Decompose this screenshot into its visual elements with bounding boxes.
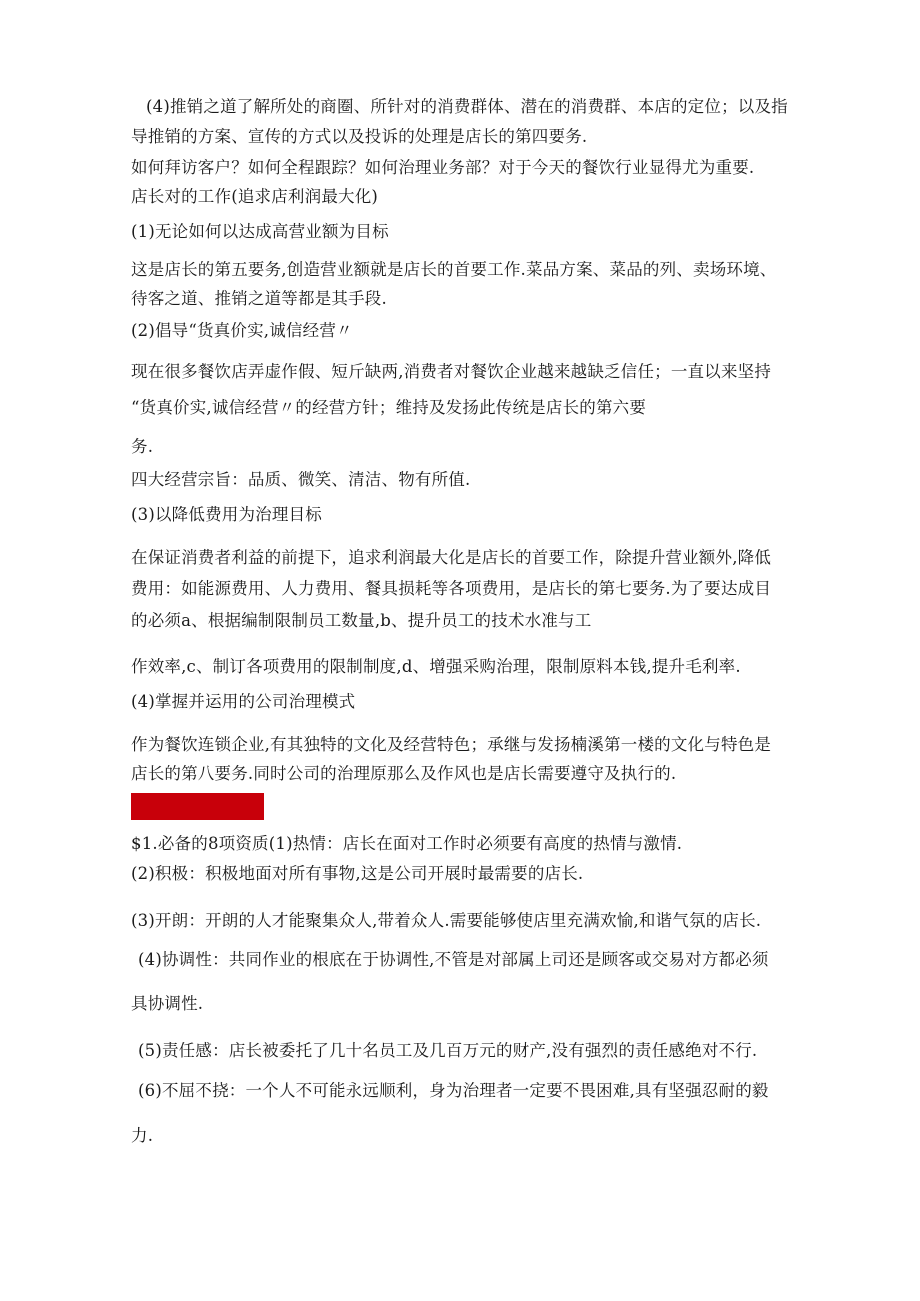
text-line: 的必须a、根据编制限制员工数量,b、提升员工的技术水准与工 bbox=[131, 611, 592, 630]
text-line: 在保证消费者利益的前提下，追求利润最大化是店长的首要工作，除提升营业额外,降低 bbox=[131, 548, 772, 567]
text-line: 务. bbox=[131, 437, 154, 456]
text-line: 店长对的工作(追求店利润最大化) bbox=[131, 187, 379, 206]
redacted-block bbox=[131, 793, 264, 820]
text-line: 现在很多餐饮店弄虚作假、短斤缺两,消费者对餐饮企业越来越缺乏信任；一直以来坚持 bbox=[131, 362, 772, 381]
text-line: 四大经营宗旨：品质、微笑、清洁、物有所值. bbox=[131, 470, 471, 489]
text-line: 待客之道、推销之道等都是其手段. bbox=[131, 289, 387, 308]
text-line: (4)掌握并运用的公司治理模式 bbox=[131, 692, 356, 711]
text-line: 作为餐饮连锁企业,有其独特的文化及经营特色；承继与发扬楠溪第一楼的文化与特色是 bbox=[131, 735, 772, 754]
text-line: (2)积极：积极地面对所有事物,这是公司开展时最需要的店长. bbox=[131, 864, 584, 883]
text-line: (5)责任感：店长被委托了几十名员工及几百万元的财产,没有强烈的责任感绝对不行. bbox=[138, 1041, 758, 1060]
text-line: $1.必备的8项资质(1)热情：店长在面对工作时必须要有高度的热情与激情. bbox=[131, 834, 683, 853]
text-line: 具协调性. bbox=[131, 994, 204, 1013]
text-line: 力. bbox=[131, 1126, 154, 1145]
text-line: (4)协调性：共同作业的根底在于协调性,不管是对部属上司还是顾客或交易对方都必须 bbox=[138, 950, 769, 969]
text-line: 费用：如能源费用、人力费用、餐具损耗等各项费用，是店长的第七要务.为了要达成目 bbox=[131, 579, 772, 598]
text-line: 导推销的方案、宣传的方式以及投诉的处理是店长的第四要务. bbox=[131, 127, 588, 146]
text-line: (1)无论如何以达成高营业额为目标 bbox=[131, 222, 389, 241]
text-line: (2)倡导“货真价实,诚信经营〃 bbox=[131, 321, 353, 340]
text-line: (3)开朗：开朗的人才能聚集众人,带着众人.需要能够使店里充满欢愉,和谐气氛的店长. bbox=[131, 911, 762, 930]
text-line: 店长的第八要务.同时公司的治理原那么及作风也是店长需要遵守及执行的. bbox=[131, 764, 677, 783]
text-line: 如何拜访客户？如何全程跟踪？如何治理业务部？对于今天的餐饮行业显得尤为重要. bbox=[131, 158, 755, 177]
text-line: (3)以降低费用为治理目标 bbox=[131, 505, 322, 524]
text-line: (4)推销之道了解所处的商圈、所针对的消费群体、潜在的消费群、本店的定位；以及指 bbox=[146, 97, 788, 116]
text-line: 这是店长的第五要务,创造营业额就是店长的首要工作.菜品方案、菜品的列、卖场环境、 bbox=[131, 260, 777, 279]
text-line: 作效率,c、制订各项费用的限制制度,d、增强采购治理，限制原料本钱,提升毛利率. bbox=[131, 657, 741, 676]
text-line: (6)不屈不挠：一个人不可能永远顺利，身为治理者一定要不畏困难,具有坚强忍耐的毅 bbox=[138, 1081, 769, 1100]
text-line: “货真价实,诚信经营〃的经营方针；维持及发扬此传统是店长的第六要 bbox=[131, 398, 647, 417]
